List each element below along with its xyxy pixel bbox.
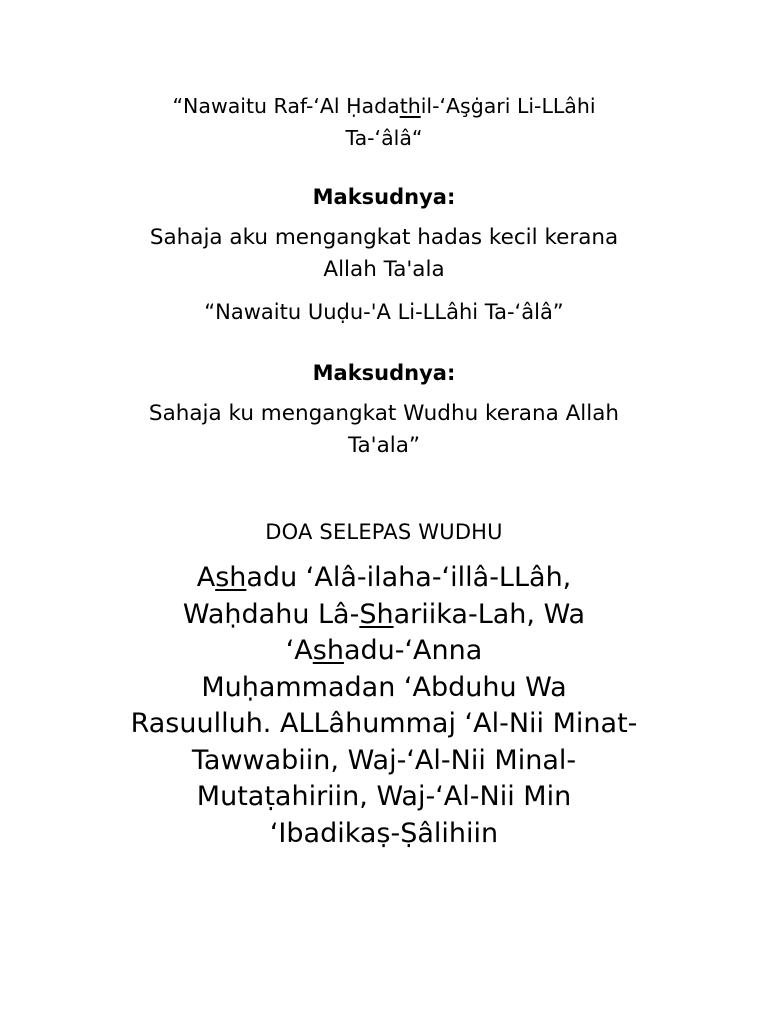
meaning-wudhu-line-1: Sahaja ku mengangkat Wudhu kerana Allah: [148, 401, 620, 426]
meaning-wudhu-text: [0, 398, 768, 462]
niat-hadas-text: [0, 90, 768, 154]
meaning-hadas-text: [0, 222, 768, 286]
doa-title: DOA SELEPAS WUDHU: [265, 520, 503, 544]
doa-line: Waḥdahu Lâ-Shariika-Lah, Wa: [182, 598, 586, 630]
doa-line: Rasuulluh. ALLâhummaj ‘Al-Nii Minat-: [130, 708, 638, 739]
niat-hadas-line-1: “Nawaitu Raf-‘Al Ḥadathil-‘Aşġari Li-LLâhi: [172, 94, 596, 118]
doa-line: Ashadu ‘Alâ-ilaha-‘illâ-LLâh,: [196, 562, 572, 593]
doa-line: ‘Ibadikaṣ-Ṣâlihiin: [269, 817, 499, 849]
niat-hadas-line-2: Ta-‘âlâ“: [345, 126, 423, 150]
doa-line: ‘Ashadu-‘Anna: [285, 635, 483, 666]
maksudnya-heading-1: Maksudnya:: [312, 185, 456, 209]
maksudnya-heading-2: Maksudnya:: [312, 361, 456, 385]
doa-line: Tawwabiin, Waj-‘Al-Nii Minal-: [191, 744, 577, 776]
meaning-wudhu-line-2: Ta'ala”: [347, 433, 421, 458]
meaning-hadas-line-1: Sahaja aku mengangkat hadas kecil kerana: [149, 225, 619, 250]
doa-text: [0, 560, 768, 852]
doa-line: Muḥammadan ‘Abduhu Wa: [201, 671, 567, 703]
niat-wudhu-text: “Nawaitu Uuḍu-'A Li-LLâhi Ta-‘âlâ”: [204, 300, 564, 324]
doa-line: Mutaṭahiriin, Waj-‘Al-Nii Min: [196, 781, 572, 812]
meaning-hadas-line-2: Allah Ta'ala: [323, 257, 445, 282]
